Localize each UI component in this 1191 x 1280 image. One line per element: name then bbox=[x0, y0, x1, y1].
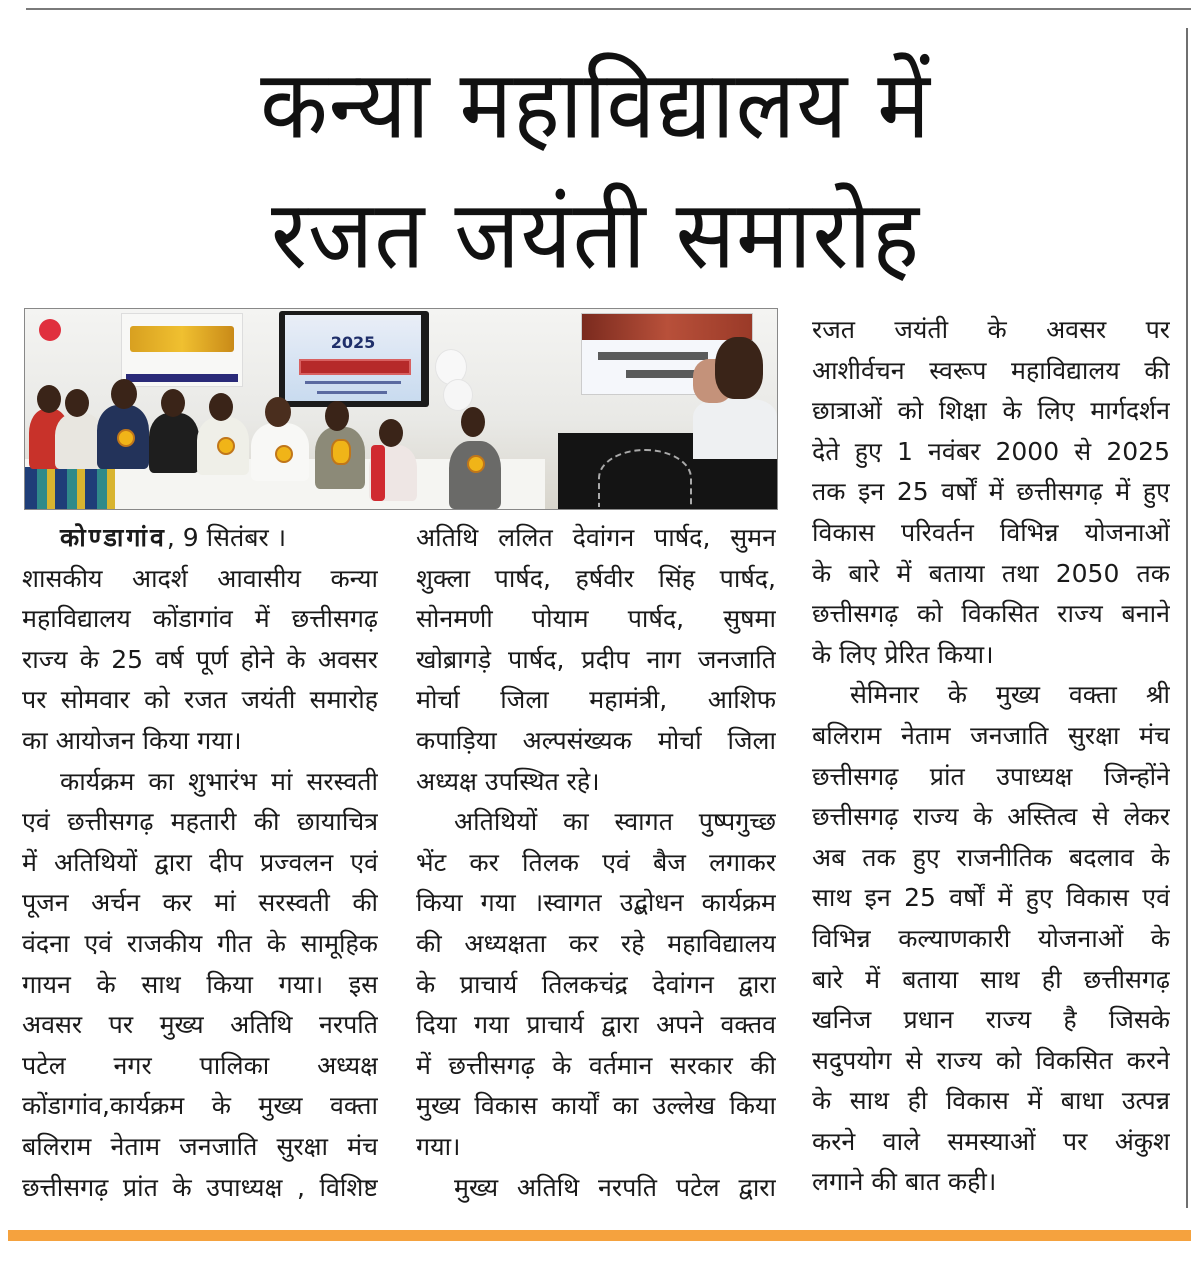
text-line: शुक्ला पार्षद, हर्षवीर सिंह पार्षद, bbox=[416, 563, 776, 593]
text-line: तक इन 25 वर्षों में छत्तीसगढ़ में हुए bbox=[812, 477, 1170, 507]
text-line: महाविद्यालय कोंडागांव में छत्तीसगढ़ bbox=[22, 604, 378, 634]
white-balloon bbox=[443, 379, 473, 411]
text-line: में अतिथियों द्वारा दीप प्रज्वलन एवं bbox=[22, 847, 378, 877]
text-line: का आयोजन किया गया। bbox=[22, 725, 242, 755]
guest bbox=[55, 413, 103, 469]
screen-line bbox=[317, 391, 387, 394]
text-line: के लिए प्रेरित किया। bbox=[812, 639, 994, 669]
text-line: बलिराम नेताम जनजाति सुरक्षा मंच bbox=[812, 720, 1170, 750]
text-line: खोब्रागड़े पार्षद, प्रदीप नाग जनजाति bbox=[416, 644, 776, 674]
headline-line-2: रजत जयंती समारोह bbox=[270, 178, 921, 291]
guest-head bbox=[379, 419, 403, 447]
article-column-2 bbox=[416, 518, 776, 1208]
text-line: अवसर पर मुख्य अतिथि नरपति bbox=[22, 1010, 378, 1040]
text-line: पटेल नगर पालिका अध्यक्ष bbox=[22, 1050, 378, 1080]
text-line: मोर्चा जिला महामंत्री, आशिफ bbox=[416, 685, 776, 715]
event-photo bbox=[24, 308, 778, 510]
banner-top bbox=[582, 314, 752, 340]
text-line: वंदना एवं राजकीय गीत के सामूहिक bbox=[22, 928, 378, 958]
screen-content bbox=[285, 315, 421, 401]
text-line: कपाड़िया अल्पसंख्यक मोर्चा जिला bbox=[416, 725, 776, 755]
guest-head bbox=[111, 379, 137, 409]
guest-head bbox=[461, 407, 485, 437]
text-line: गायन के साथ किया गया। इस bbox=[22, 969, 378, 999]
text-line: एवं छत्तीसगढ़ महतारी की छायाचित्र bbox=[22, 807, 378, 837]
text-line: विभिन्न कल्याणकारी योजनाओं के bbox=[812, 923, 1170, 953]
text-line: छत्तीसगढ़ प्रांत उपाध्यक्ष जिन्होंने bbox=[812, 761, 1170, 791]
alumni-meet-banner bbox=[121, 313, 243, 387]
top-rule bbox=[26, 8, 1191, 10]
text-line: सोनमणी पोयाम पार्षद, सुषमा bbox=[416, 604, 776, 634]
text-line: छत्तीसगढ़ प्रांत के उपाध्यक्ष , विशिष्ट bbox=[22, 1172, 378, 1202]
dateline bbox=[22, 518, 378, 559]
dateline-place: कोण्डागांव bbox=[60, 523, 167, 552]
text-line: के साथ ही विकास में बाधा उत्पन्न bbox=[812, 1086, 1170, 1116]
guest bbox=[449, 441, 501, 509]
speaker-head bbox=[715, 337, 763, 399]
text-line: रजत जयंती के अवसर पर bbox=[812, 315, 1170, 344]
guest-head bbox=[265, 397, 291, 427]
text-line: के प्राचार्य तिलकचंद्र देवांगन द्वारा bbox=[416, 969, 776, 999]
text-line: की अध्यक्षता कर रहे महाविद्यालय bbox=[416, 928, 776, 958]
text-line: सदुपयोग से राज्य को विकसित करने bbox=[812, 1045, 1170, 1075]
banner-line bbox=[626, 370, 696, 378]
guest-head bbox=[161, 389, 185, 417]
guest-head bbox=[65, 389, 89, 417]
text-line: किया गया ।स्वागत उद्बोधन कार्यक्रम bbox=[416, 888, 776, 918]
text-line: लगाने की बात कही। bbox=[812, 1167, 997, 1197]
headline bbox=[0, 40, 1191, 300]
text-line: पूजन अर्चन कर मां सरस्वती की bbox=[22, 888, 378, 918]
text-line: मुख्य विकास कार्यों का उल्लेख किया bbox=[416, 1091, 776, 1121]
screen-red-bar bbox=[299, 359, 411, 375]
red-balloon bbox=[39, 319, 61, 341]
text-line: पर सोमवार को रजत जयंती समारोह bbox=[22, 685, 378, 715]
text-line: सेमिनार के मुख्य वक्ता श्री bbox=[850, 680, 1170, 710]
guest-badge bbox=[331, 439, 351, 465]
guest bbox=[149, 413, 199, 473]
text-line: में छत्तीसगढ़ के वर्तमान सरकार की bbox=[416, 1050, 776, 1080]
screen-year: 2025 bbox=[330, 333, 376, 352]
text-line: गया। bbox=[416, 1131, 461, 1161]
text-line: करने वाले समस्याओं पर अंकुश bbox=[812, 1126, 1170, 1156]
guest-badge bbox=[117, 429, 135, 447]
article-column-3 bbox=[812, 310, 1170, 1203]
podium-emblem bbox=[598, 449, 692, 507]
text-line: बारे में बताया साथ ही छत्तीसगढ़ bbox=[812, 964, 1170, 994]
text-line: मुख्य अतिथि नरपति पटेल द्वारा bbox=[454, 1172, 776, 1202]
text-line: शासकीय आदर्श आवासीय कन्या bbox=[22, 563, 378, 593]
text-line: अब तक हुए राजनीतिक बदलाव के bbox=[812, 842, 1170, 872]
text-line: छत्तीसगढ़ को विकसित राज्य बनाने bbox=[812, 599, 1170, 629]
text-line: देते हुए 1 नवंबर 2000 से 2025 bbox=[812, 436, 1170, 466]
guest-head bbox=[37, 385, 61, 413]
text-line: खनिज प्रधान राज्य है जिसके bbox=[812, 1005, 1170, 1035]
text-line: छत्तीसगढ़ राज्य के अस्तित्व से लेकर bbox=[812, 802, 1170, 832]
speaker-body bbox=[693, 399, 777, 459]
text-line: भेंट कर तिलक एवं बैज लगाकर bbox=[416, 847, 776, 877]
guest-badge bbox=[275, 445, 293, 463]
text-line: विकास परिवर्तन विभिन्न योजनाओं bbox=[812, 517, 1170, 547]
guest-head bbox=[209, 393, 233, 421]
dateline-date: , 9 सितंबर । bbox=[166, 523, 287, 552]
text-line: कोंडागांव,कार्यक्रम के मुख्य वक्ता bbox=[22, 1091, 378, 1121]
banner-strip bbox=[126, 374, 238, 382]
text-line: बलिराम नेताम जनजाति सुरक्षा मंच bbox=[22, 1131, 378, 1161]
guest-head bbox=[325, 401, 349, 431]
guest-badge bbox=[217, 437, 235, 455]
text-line: के बारे में बताया तथा 2050 तक bbox=[812, 558, 1170, 588]
text-line: कार्यक्रम का शुभारंभ मां सरस्वती bbox=[60, 766, 378, 796]
text-line: अध्यक्ष उपस्थित रहे। bbox=[416, 766, 600, 796]
guest-scarf bbox=[371, 445, 385, 501]
guest-badge bbox=[467, 455, 485, 473]
text-line: दिया गया प्राचार्य द्वारा अपने वक्तव bbox=[416, 1010, 776, 1040]
text-line: छात्राओं को शिक्षा के लिए मार्गदर्शन bbox=[812, 396, 1170, 426]
text-line: आशीर्वचन स्वरूप महाविद्यालय की bbox=[812, 355, 1170, 385]
banner-line bbox=[598, 352, 708, 360]
text-line: अतिथियों का स्वागत पुष्पगुच्छ bbox=[454, 807, 776, 837]
display-screen bbox=[279, 311, 429, 407]
banner-title bbox=[130, 326, 234, 352]
text-line: अतिथि ललित देवांगन पार्षद, सुमन bbox=[416, 523, 776, 552]
screen-line bbox=[305, 381, 401, 384]
article-column-1 bbox=[22, 518, 378, 1208]
table-cloth bbox=[25, 467, 115, 509]
footer-accent-bar bbox=[8, 1230, 1191, 1241]
text-line: साथ इन 25 वर्षों में हुए विकास एवं bbox=[812, 883, 1170, 913]
headline-line-1: कन्या महाविद्यालय में bbox=[260, 48, 931, 161]
text-line: राज्य के 25 वर्ष पूर्ण होने के अवसर bbox=[22, 644, 378, 674]
